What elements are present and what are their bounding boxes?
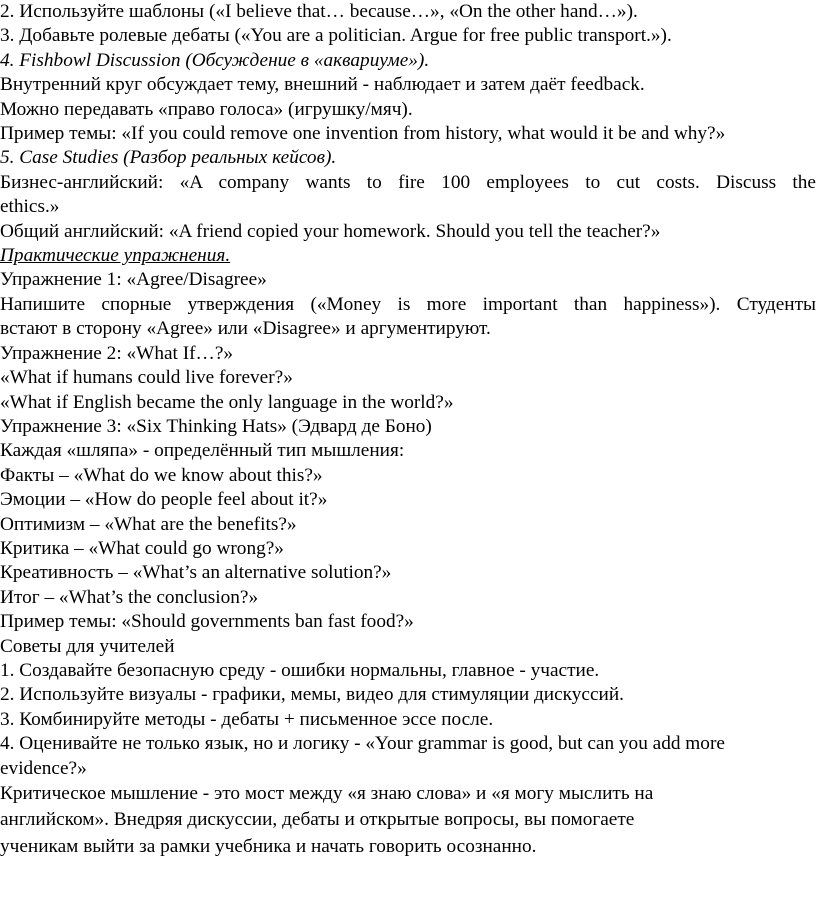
text-line: Упражнение 2: «What If…?»: [0, 342, 234, 364]
text-line: ученикам выйти за рамки учебника и начать говорить осознанно.: [0, 835, 537, 857]
text-line: 3. Добавьте ролевые дебаты («You are a politician. Argue for free public transport.»).: [0, 25, 672, 47]
text-line: Каждая «шляпа» - определённый тип мышления:: [0, 440, 405, 462]
text-line: Упражнение 3: «Six Thinking Hats» (Эдвард де Боно): [0, 415, 432, 437]
section-heading-practical-exercises: Практические упражнения.: [0, 245, 231, 267]
text-line: Напишите спорные утверждения («Money is more important than happiness»). Студенты: [0, 293, 816, 315]
text-line: 1. Создавайте безопасную среду - ошибки нормальны, главное - участие.: [0, 659, 600, 681]
text-line: 4. Оценивайте не только язык, но и логику - «Your grammar is good, but can you add more: [0, 733, 725, 755]
section-heading-teacher-tips: Советы для учителей: [0, 635, 175, 657]
text-line: Критика – «What could go wrong?»: [0, 537, 284, 559]
text-line: ethics.»: [0, 196, 60, 218]
text-line: Общий английский: «A friend copied your homework. Should you tell the teacher?»: [0, 220, 661, 242]
text-line: 2. Используйте визуалы - графики, мемы, видео для стимуляции дискуссий.: [0, 684, 624, 706]
text-line: «What if humans could live forever?»: [0, 367, 293, 389]
text-line: Упражнение 1: «Agree/Disagree»: [0, 269, 267, 291]
text-line: Пример темы: «If you could remove one invention from history, what would it be and why?»: [0, 123, 726, 145]
text-line: Креативность – «What’s an alternative solution?»: [0, 562, 392, 584]
text-line: английском». Внедряя дискуссии, дебаты и открытые вопросы, вы помогаете: [0, 809, 635, 831]
text-line: Факты – «What do we know about this?»: [0, 464, 323, 486]
text-line: Итог – «What’s the conclusion?»: [0, 586, 259, 608]
text-line: evidence?»: [0, 757, 87, 779]
text-line: «What if English became the only language in the world?»: [0, 391, 454, 413]
text-line: встают в сторону «Agree» или «Disagree» и аргументируют.: [0, 318, 491, 340]
conclusion-paragraph: [0, 781, 816, 860]
text-line: Пример темы: «Should governments ban fast food?»: [0, 611, 414, 633]
text-line: Оптимизм – «What are the benefits?»: [0, 513, 297, 535]
section-heading-case-studies: 5. Case Studies (Разбор реальных кейсов).: [0, 147, 337, 169]
text-line: Можно передавать «право голоса» (игрушку/мяч).: [0, 98, 413, 120]
text-line: Бизнес-английский: «A company wants to fire 100 employees to cut costs. Discuss the: [0, 171, 816, 193]
section-heading-fishbowl: 4. Fishbowl Discussion (Обсуждение в «аквариуме»).: [0, 49, 430, 71]
text-line: Критическое мышление - это мост между «я знаю слова» и «я могу мыслить на: [0, 783, 654, 804]
text-line: Внутренний круг обсуждает тему, внешний - наблюдает и затем даёт feedback.: [0, 74, 645, 96]
text-line: 3. Комбинируйте методы - дебаты + письменное эссе после.: [0, 708, 494, 730]
text-line: 2. Используйте шаблоны («I believe that… because…», «On the other hand…»).: [0, 1, 638, 22]
text-line: Эмоции – «How do people feel about it?»: [0, 489, 328, 511]
